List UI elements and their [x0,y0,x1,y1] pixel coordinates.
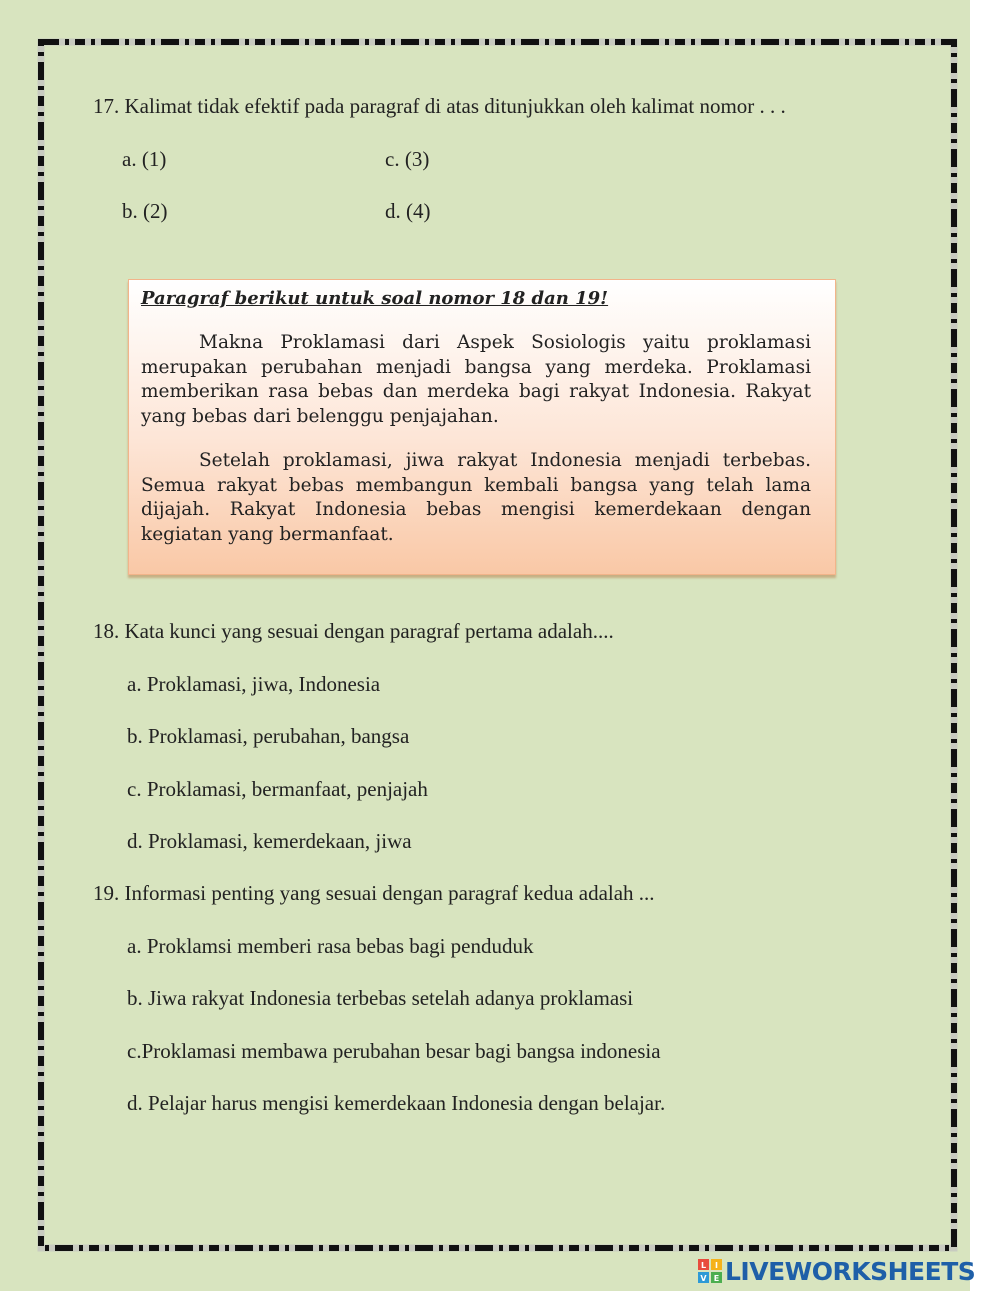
brand-wordmark: LIVEWORKSHEETS [725,1256,976,1286]
logo-letter-l: L [700,1261,707,1270]
q18-option-b[interactable]: b. Proklamasi, perubahan, bangsa [127,724,410,748]
q17-option-a[interactable]: a. (1) [122,147,167,171]
q18-option-d[interactable]: d. Proklamasi, kemerdekaan, jiwa [127,829,412,853]
q17-option-c[interactable]: c. (3) [385,147,430,171]
q19-option-a[interactable]: a. Proklamsi memberi rasa bebas bagi penduduk [127,934,534,958]
passage-paragraph-2: Setelah proklamasi, jiwa rakyat Indonesia menjadi terbebas. Semua rakyat bebas membangun kembali bangsa yang telah lama dijajah. Rakyat Indonesia bebas mengisi kemerdekaan dengan kegiatan yang bermanfaat. [141,450,811,545]
q18-option-c[interactable]: c. Proklamasi, bermanfaat, penjajah [127,777,428,801]
q18-option-a[interactable]: a. Proklamasi, jiwa, Indonesia [127,672,381,696]
liveworksheets-logo-icon [698,1259,722,1283]
liveworksheets-brand[interactable] [698,1256,975,1286]
q19-option-b[interactable]: b. Jiwa rakyat Indonesia terbebas setelah adanya proklamasi [127,986,634,1010]
passage-title: Paragraf berikut untuk soal nomor 18 dan 19! [141,288,609,309]
q17-option-d[interactable]: d. (4) [385,199,431,223]
logo-letter-i: I [715,1261,718,1270]
logo-letter-v: V [700,1274,707,1283]
q19-option-c[interactable]: c.Proklamasi membawa perubahan besar bagi bangsa indonesia [127,1039,661,1063]
q17-option-b[interactable]: b. (2) [122,199,168,223]
q19-option-d[interactable]: d. Pelajar harus mengisi kemerdekaan Indonesia dengan belajar. [127,1091,666,1115]
logo-letter-e: E [713,1274,720,1283]
passage-paragraph-1: Makna Proklamasi dari Aspek Sosiologis yaitu proklamasi merupakan perubahan menjadi bangsa yang merdeka. Proklamasi memberikan rasa bebas dan merdeka bagi rakyat Indonesia. Rakyat yang bebas dari belenggu penjajahan. [141,332,811,427]
question-17: 17. Kalimat tidak efektif pada paragraf di atas ditunjukkan oleh kalimat nomor . . . [93,94,786,118]
reading-passage-box [128,279,836,575]
question-18: 18. Kata kunci yang sesuai dengan paragraf pertama adalah.... [93,619,614,643]
question-19: 19. Informasi penting yang sesuai dengan paragraf kedua adalah ... [93,881,655,905]
